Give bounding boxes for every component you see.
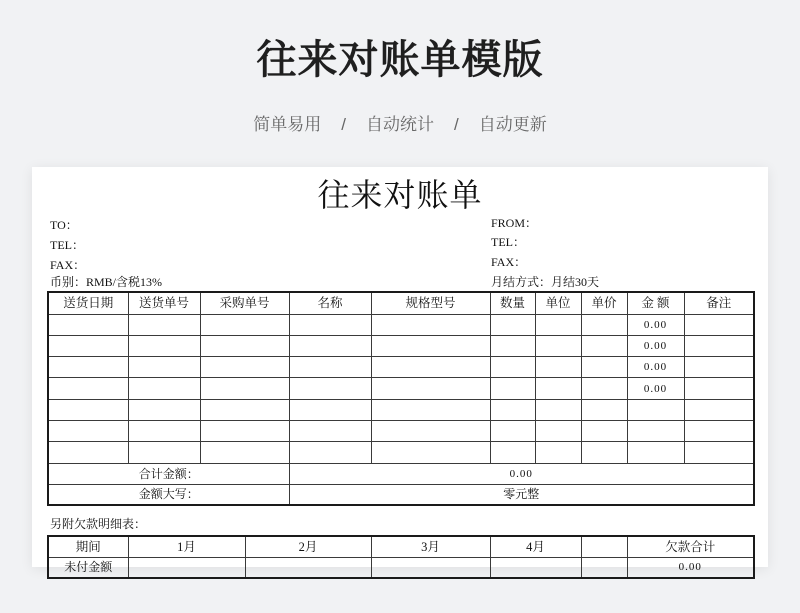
amount-in-words-label: 金额大写： — [48, 484, 289, 505]
column-header: 名称 — [289, 292, 371, 314]
table-cell — [581, 335, 627, 356]
table-cell — [289, 378, 371, 399]
table-cell — [684, 335, 754, 356]
table-row — [48, 420, 754, 441]
column-header: 送货单号 — [128, 292, 200, 314]
table-row — [48, 557, 754, 578]
table-cell — [289, 314, 371, 335]
debt-section-title: 另附欠款明细表： — [50, 517, 147, 531]
table-cell — [48, 399, 128, 420]
table-row — [48, 357, 754, 378]
column-header: 3月 — [371, 536, 490, 557]
column-header: 备注 — [684, 292, 754, 314]
table-cell — [684, 378, 754, 399]
table-cell — [371, 420, 490, 441]
column-header: 2月 — [245, 536, 371, 557]
table-row — [48, 442, 754, 463]
table-cell — [371, 378, 490, 399]
table-cell — [371, 399, 490, 420]
table-cell — [200, 357, 289, 378]
to-field-label: TO： — [50, 218, 78, 232]
to-fax-label: FAX： — [50, 258, 86, 272]
table-cell — [48, 357, 128, 378]
table-cell — [200, 314, 289, 335]
table-cell — [627, 420, 684, 441]
column-header: 期间 — [48, 536, 128, 557]
amount-in-words-row — [48, 484, 754, 505]
table-cell — [48, 420, 128, 441]
table-cell — [535, 378, 581, 399]
feature-auto-update: 自动更新 — [478, 115, 547, 134]
table-cell — [48, 442, 128, 463]
table-cell — [684, 314, 754, 335]
table-cell — [535, 420, 581, 441]
table-row — [48, 378, 754, 399]
table-cell — [289, 399, 371, 420]
table-cell — [371, 314, 490, 335]
table-cell — [289, 442, 371, 463]
table-cell — [48, 314, 128, 335]
table-cell — [128, 357, 200, 378]
column-header: 单价 — [581, 292, 627, 314]
table-cell — [684, 399, 754, 420]
from-fax-label: FAX： — [491, 255, 527, 269]
table-cell — [535, 335, 581, 356]
table-cell — [128, 557, 245, 578]
table-cell — [581, 378, 627, 399]
from-tel-label: TEL： — [491, 235, 525, 249]
table-row — [48, 335, 754, 356]
table-cell: 未付金额 — [48, 557, 128, 578]
total-amount-value: 0.00 — [289, 463, 754, 484]
total-amount-row — [48, 463, 754, 484]
column-header: 欠款合计 — [627, 536, 754, 557]
statement-sheet — [32, 167, 768, 575]
page-title: 往来对账单模版 — [256, 38, 544, 82]
amount-cell: 0.00 — [627, 357, 684, 378]
table-cell — [128, 314, 200, 335]
currency-label: 币别：RMB/含税13% — [50, 275, 163, 289]
table-cell — [490, 399, 535, 420]
table-cell — [289, 335, 371, 356]
column-header: 4月 — [490, 536, 581, 557]
subtitle-features — [0, 113, 800, 137]
subtitle-separator: / — [454, 115, 459, 134]
to-tel-label: TEL： — [50, 238, 84, 252]
table-cell — [128, 420, 200, 441]
table-row — [48, 399, 754, 420]
table-cell — [627, 442, 684, 463]
table-cell — [581, 314, 627, 335]
sheet-title: 往来对账单 — [317, 177, 483, 213]
column-header — [581, 536, 627, 557]
statement-table — [47, 291, 755, 506]
table-cell — [535, 399, 581, 420]
table-body — [48, 314, 754, 463]
table-cell — [200, 335, 289, 356]
table-cell — [289, 420, 371, 441]
table-cell — [581, 442, 627, 463]
subtitle-separator: / — [341, 115, 346, 134]
table-cell — [371, 557, 490, 578]
amount-cell: 0.00 — [627, 314, 684, 335]
table-cell — [535, 357, 581, 378]
from-field-label: FROM： — [491, 216, 538, 230]
feature-auto-statistics: 自动统计 — [366, 115, 434, 134]
column-header: 送货日期 — [48, 292, 128, 314]
table-header-row — [48, 292, 754, 314]
table-cell — [371, 442, 490, 463]
table-cell — [48, 335, 128, 356]
table-cell — [490, 357, 535, 378]
amount-cell: 0.00 — [627, 335, 684, 356]
table-cell — [371, 357, 490, 378]
table-cell — [490, 314, 535, 335]
table-cell — [490, 420, 535, 441]
settlement-terms-label: 月结方式：月结30天 — [491, 275, 600, 289]
total-amount-label: 合计金额： — [48, 463, 289, 484]
table-cell — [581, 399, 627, 420]
table-cell — [200, 399, 289, 420]
table-cell — [581, 420, 627, 441]
table-cell — [48, 378, 128, 399]
feature-easy-to-use: 简单易用 — [253, 115, 322, 134]
table-cell — [200, 378, 289, 399]
table-cell — [490, 557, 581, 578]
table-cell — [289, 357, 371, 378]
amount-cell: 0.00 — [627, 557, 754, 578]
debt-table-body — [48, 557, 754, 578]
table-cell — [684, 357, 754, 378]
column-header: 1月 — [128, 536, 245, 557]
table-cell — [535, 442, 581, 463]
table-cell — [200, 442, 289, 463]
table-cell — [128, 335, 200, 356]
column-header: 规格型号 — [371, 292, 490, 314]
column-header: 采购单号 — [200, 292, 289, 314]
table-cell — [490, 335, 535, 356]
table-cell — [581, 557, 627, 578]
column-header: 数量 — [490, 292, 535, 314]
table-cell — [128, 442, 200, 463]
table-cell — [684, 442, 754, 463]
column-header: 单位 — [535, 292, 581, 314]
debt-header-row — [48, 536, 754, 557]
amount-cell: 0.00 — [627, 378, 684, 399]
table-cell — [245, 557, 371, 578]
table-cell — [535, 314, 581, 335]
table-cell — [684, 420, 754, 441]
table-cell — [581, 357, 627, 378]
table-row — [48, 314, 754, 335]
table-cell — [627, 399, 684, 420]
table-cell — [200, 420, 289, 441]
debt-detail-table — [47, 535, 755, 579]
table-cell — [128, 399, 200, 420]
table-cell — [371, 335, 490, 356]
table-cell — [490, 442, 535, 463]
table-cell — [490, 378, 535, 399]
table-cell — [128, 378, 200, 399]
column-header: 金 额 — [627, 292, 684, 314]
amount-in-words-value: 零元整 — [289, 484, 754, 505]
